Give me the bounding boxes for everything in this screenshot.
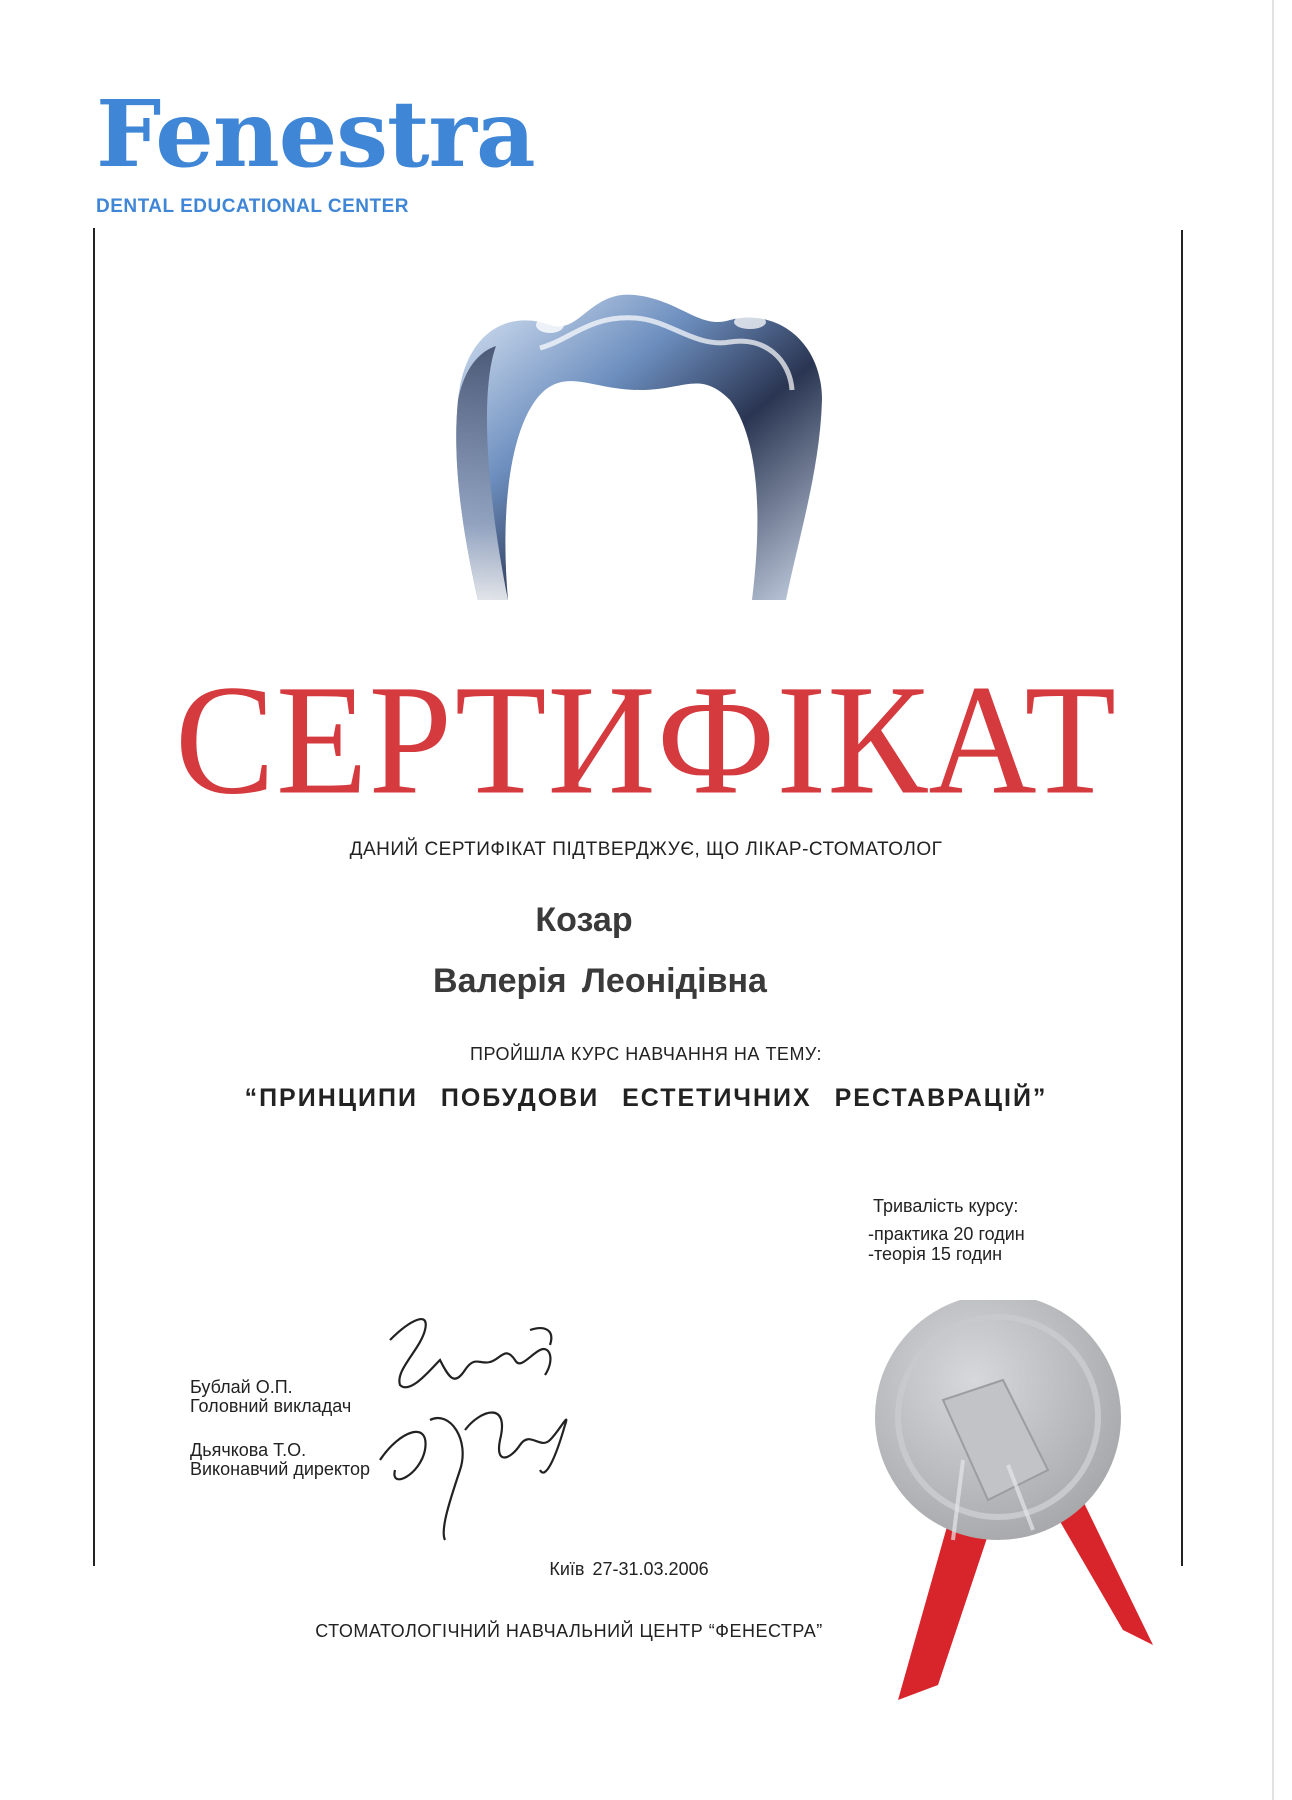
signatory-2-role: Виконавчий директор bbox=[190, 1459, 371, 1479]
signatory-1 bbox=[190, 1378, 351, 1416]
certificate-title: СЕРТИФІКАТ bbox=[174, 652, 1118, 828]
signatory-2 bbox=[190, 1441, 370, 1479]
frame-line-right bbox=[1181, 230, 1183, 1566]
handwritten-signatures bbox=[370, 1300, 630, 1550]
duration-practice: -практика 20 годин bbox=[868, 1224, 1025, 1244]
signatory-2-name: Дьячкова Т.О. bbox=[190, 1440, 307, 1460]
duration-theory: -теорія 15 годин bbox=[868, 1244, 1003, 1264]
tooth-graphic-icon bbox=[430, 270, 850, 620]
logo-subtitle: DENTAL EDUCATIONAL CENTER bbox=[96, 196, 409, 217]
logo-name: Fenestra bbox=[96, 80, 535, 188]
signatory-1-name: Бублай О.П. bbox=[190, 1377, 293, 1397]
place-and-date: Київ 27-31.03.2006 bbox=[549, 1559, 709, 1579]
course-topic: “ПРИНЦИПИ ПОБУДОВИ ЕСТЕТИЧНИХ РЕСТАВРАЦІЙ” bbox=[244, 1084, 1048, 1112]
recipient-given-names: Валерія Леонідівна bbox=[433, 962, 767, 1000]
frame-line-left bbox=[93, 228, 95, 1566]
completed-course-text: ПРОЙШЛА КУРС НАВЧАННЯ НА ТЕМУ: bbox=[470, 1044, 822, 1064]
recipient-surname: Козар bbox=[535, 901, 633, 939]
duration-heading: Тривалість курсу: bbox=[873, 1196, 1019, 1216]
scan-edge bbox=[1272, 0, 1274, 1800]
course-duration bbox=[868, 1196, 1198, 1264]
signatory-1-role: Головний викладач bbox=[190, 1396, 352, 1416]
issuer-name: СТОМАТОЛОГІЧНИЙ НАВЧАЛЬНИЙ ЦЕНТР “ФЕНЕСТРА” bbox=[315, 1621, 823, 1641]
confirmation-text: ДАНИЙ СЕРТИФІКАТ ПІДТВЕРДЖУЄ, ЩО ЛІКАР-СТОМАТОЛОГ bbox=[349, 839, 943, 860]
